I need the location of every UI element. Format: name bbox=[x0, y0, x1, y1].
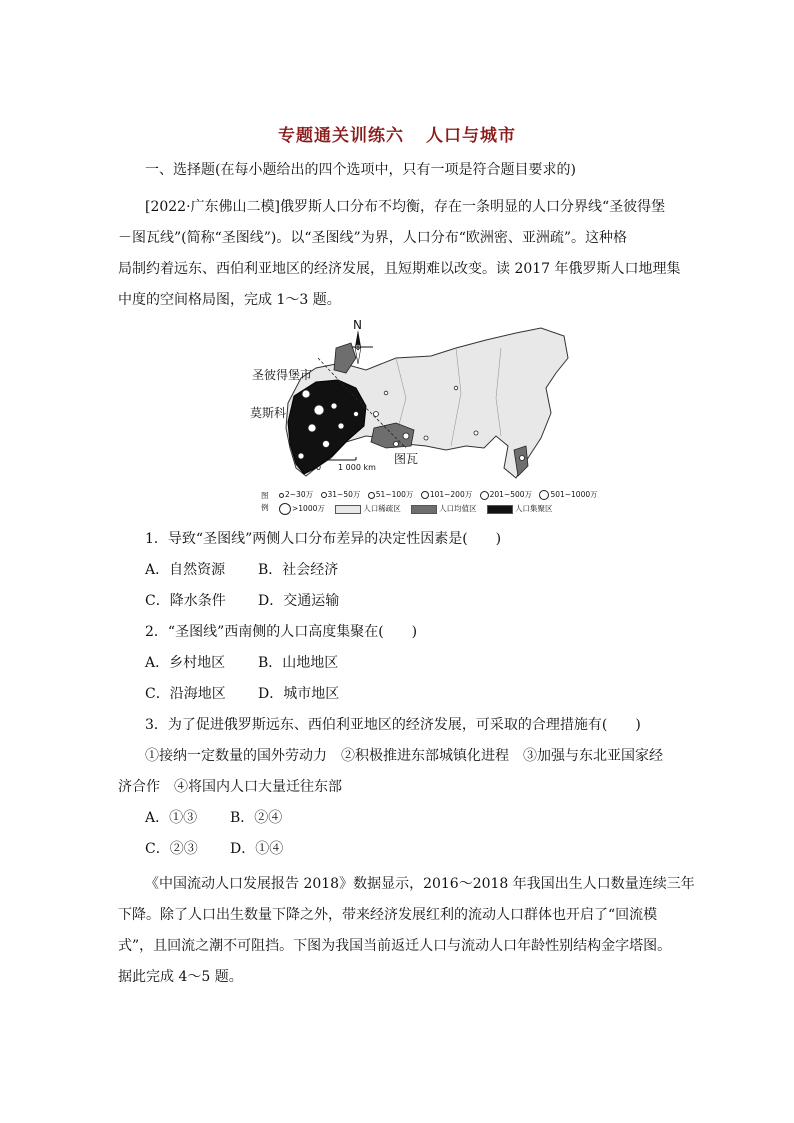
intro-line-3: 局制约着远东、西伯利亚地区的经济发展，且短期难以改变。读 2017 年俄罗斯人口地理集 bbox=[118, 261, 681, 277]
question-1-option-c: C．降水条件 bbox=[145, 593, 226, 609]
page-title bbox=[0, 121, 794, 146]
intro-line-4: 中度的空间格局图，完成 1～3 题。 bbox=[118, 292, 341, 308]
title-main: 专题通关训练六 bbox=[278, 126, 404, 146]
tuva-label: 图瓦 bbox=[394, 452, 419, 466]
city-label-moscow: 莫斯科 bbox=[250, 406, 287, 420]
north-label: N bbox=[353, 318, 362, 332]
question-3-stem: 3．为了促进俄罗斯远东、西伯利亚地区的经济发展，可采取的合理措施有( ) bbox=[145, 717, 641, 733]
legend-title-1: 图 bbox=[261, 491, 269, 500]
question-2-option-d: D．城市地区 bbox=[258, 686, 340, 702]
legend-title-2: 例 bbox=[261, 503, 269, 512]
question-2-option-a: A．乡村地区 bbox=[145, 655, 226, 671]
sparse-swatch bbox=[335, 505, 361, 514]
question-1-option-b: B．社会经济 bbox=[258, 562, 339, 578]
legend-row-1: 2~30万 31~50万 51~100万 101~200万 201~500万 501~1000万 bbox=[279, 489, 598, 500]
question-3-option-c: C．②③ bbox=[145, 841, 198, 857]
intro2-line-3: 式”，且回流之潮不可阻挡。下图为我国当前返迁人口与流动人口年龄性别结构金字塔图。 bbox=[118, 938, 672, 954]
question-3-option-d: D．①④ bbox=[230, 841, 284, 857]
question-1-option-d: D．交通运输 bbox=[258, 593, 340, 609]
intro2-line-2: 下降。除了人口出生数量下降之外，带来经济发展红利的流动人口群体也开启了“回流模 bbox=[118, 907, 658, 923]
question-2-stem: 2．“圣图线”西南侧的人口高度集聚在( ) bbox=[145, 624, 418, 640]
legend-row-2: >1000万 人口稀疏区 人口均值区 人口集聚区 bbox=[279, 503, 553, 515]
question-3-statements-line-1: ①接纳一定数量的国外劳动力 ②积极推进东部城镇化进程 ③加强与东北亚国家经 bbox=[145, 748, 663, 764]
question-1-option-a: A．自然资源 bbox=[145, 562, 226, 578]
map-legend bbox=[261, 488, 598, 518]
scale-km: 1 000 km bbox=[338, 463, 376, 472]
city-label-st-petersburg: 圣彼得堡市 bbox=[252, 368, 313, 382]
scale-zero: 0 bbox=[316, 463, 322, 472]
question-3-option-b: B．②④ bbox=[230, 810, 283, 826]
question-3-statements-line-2: 济合作 ④将国内人口大量迁往东部 bbox=[118, 779, 342, 795]
intro-line-2: －图瓦线”(简称“圣图线”)。以“圣图线”为界，人口分布“欧洲密、亚洲疏”。这种格 bbox=[118, 230, 628, 246]
question-2-option-b: B．山地地区 bbox=[258, 655, 339, 671]
dense-swatch bbox=[487, 505, 513, 514]
average-swatch bbox=[411, 505, 437, 514]
section-heading: 一、选择题(在每小题给出的四个选项中，只有一项是符合题目要求的) bbox=[145, 162, 576, 178]
intro2-line-4: 据此完成 4～5 题。 bbox=[118, 969, 243, 985]
question-3-option-a: A．①③ bbox=[145, 810, 198, 826]
title-sub: 人口与城市 bbox=[426, 126, 516, 146]
question-2-option-c: C．沿海地区 bbox=[145, 686, 226, 702]
question-1-stem: 1．导致“圣图线”两侧人口分布差异的决定性因素是( ) bbox=[145, 531, 502, 547]
intro-line-1: [2022·广东佛山二模]俄罗斯人口分布不均衡，存在一条明显的人口分界线“圣彼得堡 bbox=[145, 199, 666, 215]
intro2-line-1: 《中国流动人口发展报告 2018》数据显示，2016～2018 年我国出生人口数量连续三年 bbox=[145, 876, 695, 892]
